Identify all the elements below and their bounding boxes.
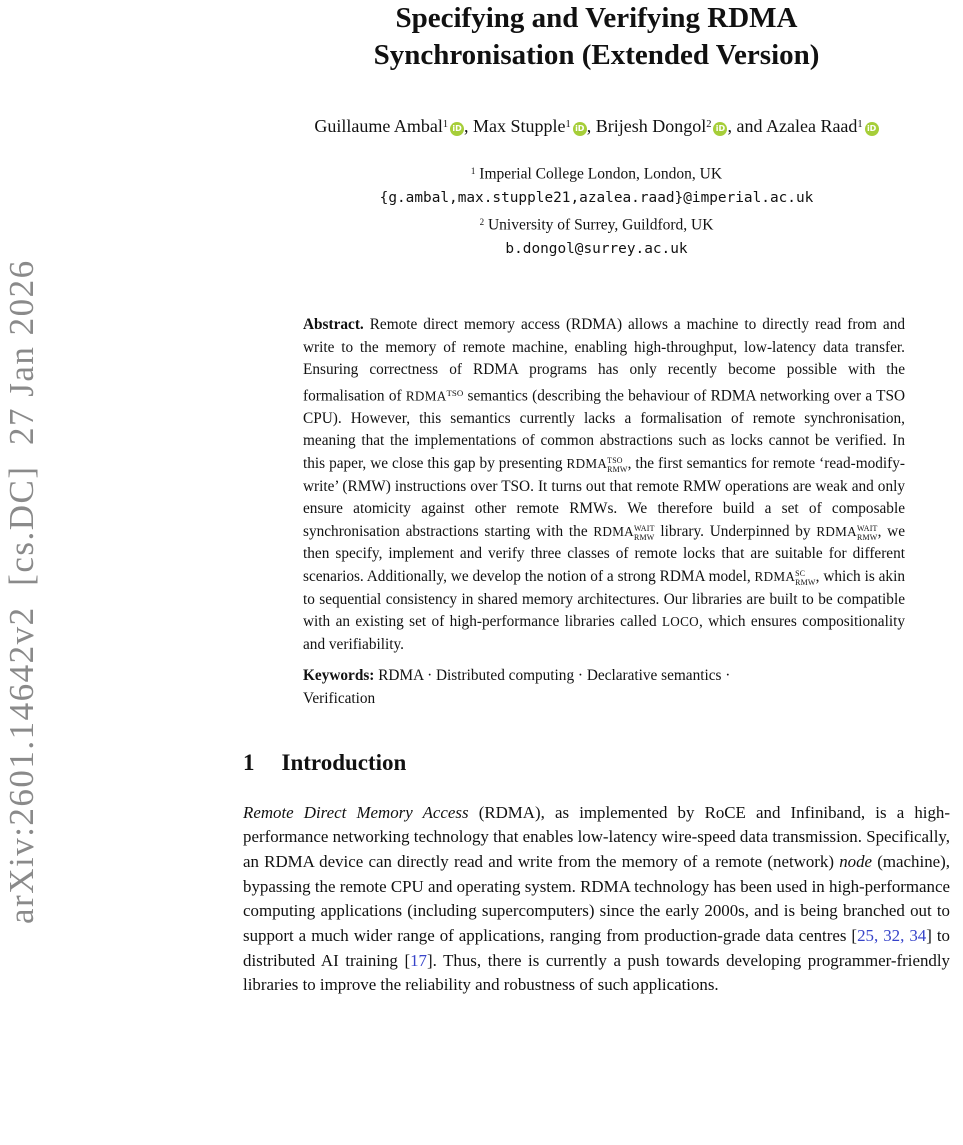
text-segment: LOCO <box>661 614 699 630</box>
text-segment: Keywords: <box>303 667 375 685</box>
intro-paragraph <box>243 801 950 999</box>
affiliation-imperial <box>243 160 950 186</box>
text-segment: node <box>839 851 873 871</box>
text-segment: Abstract. <box>303 316 364 333</box>
text-segment: {g.ambal,max.stupple21,azalea.raad}@imperial.ac.uk <box>379 190 814 207</box>
orcid-icon[interactable]: iD <box>713 122 727 136</box>
text-segment: Guillaume Ambal <box>314 116 443 137</box>
text-segment: (RDMA), as implemented by RoCE and Infiniband, is a high-performance networking technology that enables low-latency wire-speed data transmission. Specifically, an RDMA device can directly read and write from the memory of a remote (network) <box>243 802 950 871</box>
title-line-2: Synchronisation (Extended Version) <box>373 39 820 71</box>
section-title: Introduction <box>281 749 407 775</box>
affiliations-block <box>243 160 950 262</box>
paper-content <box>243 0 950 998</box>
authors-line <box>243 113 950 138</box>
section-number: 1 <box>243 749 255 775</box>
text-segment: 1 <box>470 166 476 177</box>
supsub-annotation: WAIT RMW <box>633 523 655 542</box>
text-segment: , Brijesh Dongol <box>586 116 707 137</box>
text-segment: RDMA <box>593 523 634 539</box>
orcid-icon[interactable]: iD <box>573 122 587 136</box>
keywords-line <box>303 665 905 710</box>
text-segment: semantics (describing the behaviour of RDMA networking over a TSO CPU). However, this semantics currently lacks a formalisation of remote synchronisation, meaning that the implementations of common abstractions such as locks cannot be verified. In this paper, we close this gap by presenting <box>303 387 905 472</box>
section-heading-introduction <box>243 749 950 777</box>
text-segment: RDMA <box>754 568 796 584</box>
text-segment: 1 <box>857 119 863 130</box>
text-segment: , and Azalea Raad <box>727 116 858 137</box>
text-segment: Imperial College London, London, UK <box>475 165 723 183</box>
title-line-1: Specifying and Verifying RDMA <box>395 2 798 34</box>
arxiv-watermark: arXiv:2601.14642v2 [cs.DC] 27 Jan 2026 <box>2 259 41 925</box>
text-segment: RDMA <box>816 523 857 539</box>
text-segment: (machine), bypassing the remote CPU and operating system. RDMA technology has been used in high-performance computing applications (including supercomputers) since the early 2000s, and is being branched out to support a much wider range of applications, ranging from production-grade data centres [ <box>243 851 950 946</box>
text-segment: RDMA · Distributed computing · Declarative semantics · <box>374 667 731 685</box>
affiliation-surrey <box>243 211 950 237</box>
text-segment: , the first semantics for remote ‘read-modify-write’ (RMW) instructions over TSO. It turns out that remote RMW operations are weak and only ensure atomicity against other remote RMWs. We therefore build a set of composable synchronisation abstractions starting with the <box>303 454 905 540</box>
citation-link[interactable]: 17 <box>410 950 427 970</box>
text-segment: Remote Direct Memory Access <box>243 802 469 822</box>
text-segment: Verification <box>303 689 376 707</box>
text-segment: b.dongol@surrey.ac.uk <box>505 241 688 258</box>
text-segment: University of Surrey, Guildford, UK <box>484 216 714 234</box>
paper-title <box>243 0 950 74</box>
text-segment: Remote direct memory access (RDMA) allows a machine to directly read from and write to the memory of remote machine, enabling high-throughput, low-latency data transfer. Ensuring correctness of RDMA programs has only recently become possible with the formalisation of <box>303 316 905 405</box>
text-segment: library. Underpinned by <box>654 522 817 540</box>
text-segment: ]. Thus, there is currently a push towards developing programmer-friendly libraries to improve the reliability and robustness of such applications. <box>243 950 950 995</box>
supsub-annotation: SC RMW <box>795 568 816 587</box>
email-surrey <box>243 237 950 262</box>
text-segment: 2 <box>479 217 485 228</box>
text-segment: RDMA <box>405 388 447 404</box>
text-segment: , we then specify, implement and verify three classes of remote locks that are suitable for different scenarios. Additionally, we develop the notion of a strong RDMA model, <box>303 522 905 585</box>
text-segment: ] to distributed AI training [ <box>243 926 950 970</box>
text-segment: , Max Stupple <box>464 116 566 137</box>
text-segment: 1 <box>442 119 449 130</box>
citation-link[interactable]: 25, 32, 34 <box>857 926 927 946</box>
text-segment: RDMA <box>566 455 608 471</box>
text-segment: TSO <box>446 387 464 398</box>
text-segment: 1 <box>565 119 571 130</box>
orcid-icon[interactable]: iD <box>865 122 879 136</box>
text-segment: , which is akin to sequential consistency in shared memory architectures. Our libraries are built to be compatible with an existing set of high-performance libraries called <box>303 567 905 631</box>
text-segment: 2 <box>706 119 712 130</box>
supsub-annotation: WAIT RMW <box>856 523 878 542</box>
text-segment: , which ensures compositionality and verifiability. <box>303 613 905 653</box>
orcid-icon[interactable]: iD <box>450 122 464 136</box>
email-imperial <box>243 186 950 211</box>
abstract-paragraph <box>303 314 905 656</box>
supsub-annotation: TSO RMW <box>607 455 628 474</box>
